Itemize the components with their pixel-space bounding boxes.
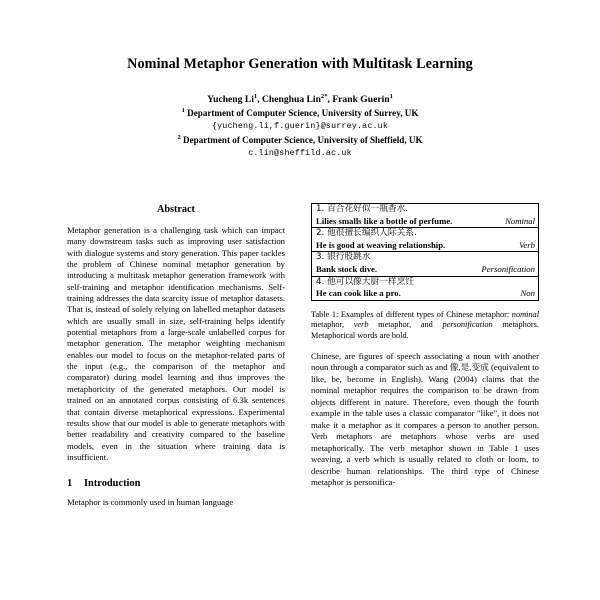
left-column [67, 203, 285, 509]
abstract-paragraph: Metaphor generation is a challenging task which can impact many downstream tasks such as improving user satisfaction with dialogue systems and story generation. This paper tackles the problem of Chinese nominal metaphor generation by introducing a multitask metaphor generation framework with self-training and metaphor identification mechanisms. Self-training addresses the data scarcity issue of metaphor datasets. That is, instead of solely relying on labelled metaphor datasets which are usually small in size, self-training helps identify potential metaphors from a large-scale unlabelled corpus for metaphor generation. The metaphor weighting mechanism enables our model to focus on the metaphor-related parts of the input (e.g., the comparison of the metaphor and comparator) during model learning and thus improves the metaphoricity of the generated metaphors. Our model is trained on an annotated corpus consisting of 6.3k sentences that contain diverse metaphorical expressions. Experimental results show that our model is able to generate metaphors with better readability and creativity compared to the baseline models, even in the situation where training data is insufficient. [67, 225, 285, 462]
right-column [311, 203, 539, 489]
table-row-index: 2. [316, 228, 325, 239]
metaphor-examples-table [311, 203, 539, 301]
introduction-title: Introduction [84, 478, 141, 490]
right-column-paragraph: Chinese, are figures of speech associating a noun with another noun through a comparator such as and 像,是,变成 (equivalent to like, be, become in English). Wang (2004) claims that the nominal metaphor requires the comparison to be drawn from objects different in nature. Therefore, even though the fourth example in the table uses a classic comparator "like", it does not make it a metaphor as it compares a person to another person. Verb metaphors are metaphors whose verbs are used metaphorically. The verb metaphor shown in Table 1 uses weaving, a verb which is usually related to cloth or loom, to describe human relationships. The third type of Chinese metaphor is personifica- [311, 350, 539, 488]
abstract-heading: Abstract [157, 204, 195, 215]
table-row-chinese-text: 银行股跳水 [327, 252, 371, 263]
caption-italic-nominal: nominal [511, 309, 539, 319]
table-row-chinese [316, 252, 535, 264]
table-row-english [316, 240, 535, 252]
introduction-number: 1 [67, 478, 73, 490]
table-row-chinese-text: 他很擅长编织人际关系. [327, 228, 417, 239]
table-row-type: Verb [519, 239, 535, 250]
metaphor-word: dive [359, 263, 375, 274]
table-row-chinese [316, 228, 535, 240]
author-1-name: Yucheng Li [207, 94, 254, 105]
table-caption-label: Table 1: [311, 309, 339, 319]
table-row-type: Personification [481, 263, 535, 274]
table-row-chinese [316, 204, 535, 216]
affiliation-2-marker: 2 [177, 133, 181, 141]
affiliation-1 [60, 107, 540, 121]
author-3-affil-marker: 1 [389, 92, 393, 100]
table-row [312, 252, 539, 276]
table-row-english-text: He is good at weaving relationship. [316, 239, 446, 250]
metaphor-word: like [363, 215, 378, 226]
caption-italic-verb: verb [353, 320, 369, 330]
table-row-english [316, 288, 535, 300]
metaphor-word: weaving [366, 239, 397, 250]
email-1: {yucheng.li,f.guerin}@surrey.ac.uk [211, 122, 389, 132]
table-row-chinese-text: 百合花好似一瓶香水. [327, 204, 409, 214]
table-row-chinese [316, 277, 535, 289]
email-2: c.lin@sheffild.ac.uk [248, 149, 352, 159]
table-row-english-text: Bank stock dive. [316, 263, 378, 274]
table-row-english [316, 216, 535, 228]
affiliation-1-text: Department of Computer Science, University of Surrey, UK [187, 107, 419, 118]
table-row-english-text: Lilies smalls like a bottle of perfume. [316, 215, 453, 226]
abstract-body [67, 225, 285, 463]
author-1-affil-marker: 1 [253, 92, 258, 100]
introduction-heading [67, 477, 285, 490]
affiliation-1-marker: 1 [181, 106, 185, 114]
table-row [312, 204, 539, 228]
caption-italic-personification: personification [442, 320, 493, 330]
author-2-name: , Chenghua Lin [257, 94, 321, 105]
title-block [60, 55, 540, 161]
table-caption: Table 1: Examples of different types of Chinese metaphor: nominal metaphor, verb metaphor, and personification metaphors. Metaphorical words are bold. [311, 309, 539, 341]
table-row-type: Nominal [505, 215, 535, 226]
table-row-type: Non [520, 288, 535, 299]
affiliation-2 [60, 134, 540, 148]
table-row-chinese-text: 他可以像大厨一样烹饪 [327, 276, 414, 287]
table-row-english [316, 264, 535, 276]
author-3-name: , Frank Guerin [327, 94, 390, 105]
table-row-index: 1. [316, 204, 325, 214]
table-row [312, 228, 539, 252]
author-2-affil-marker: 2* [320, 92, 328, 100]
affiliation-2-text: Department of Computer Science, University of Sheffield, UK [183, 134, 423, 145]
table-row-index: 4. [316, 276, 325, 287]
table-row-index: 3. [316, 252, 325, 263]
page-title: Nominal Metaphor Generation with Multitask Learning [127, 56, 473, 72]
introduction-paragraph: Metaphor is commonly used in human language [67, 497, 234, 508]
table-row-english-text: He can cook like a pro. [316, 288, 401, 299]
table-row [312, 276, 539, 300]
author-list [60, 93, 540, 107]
